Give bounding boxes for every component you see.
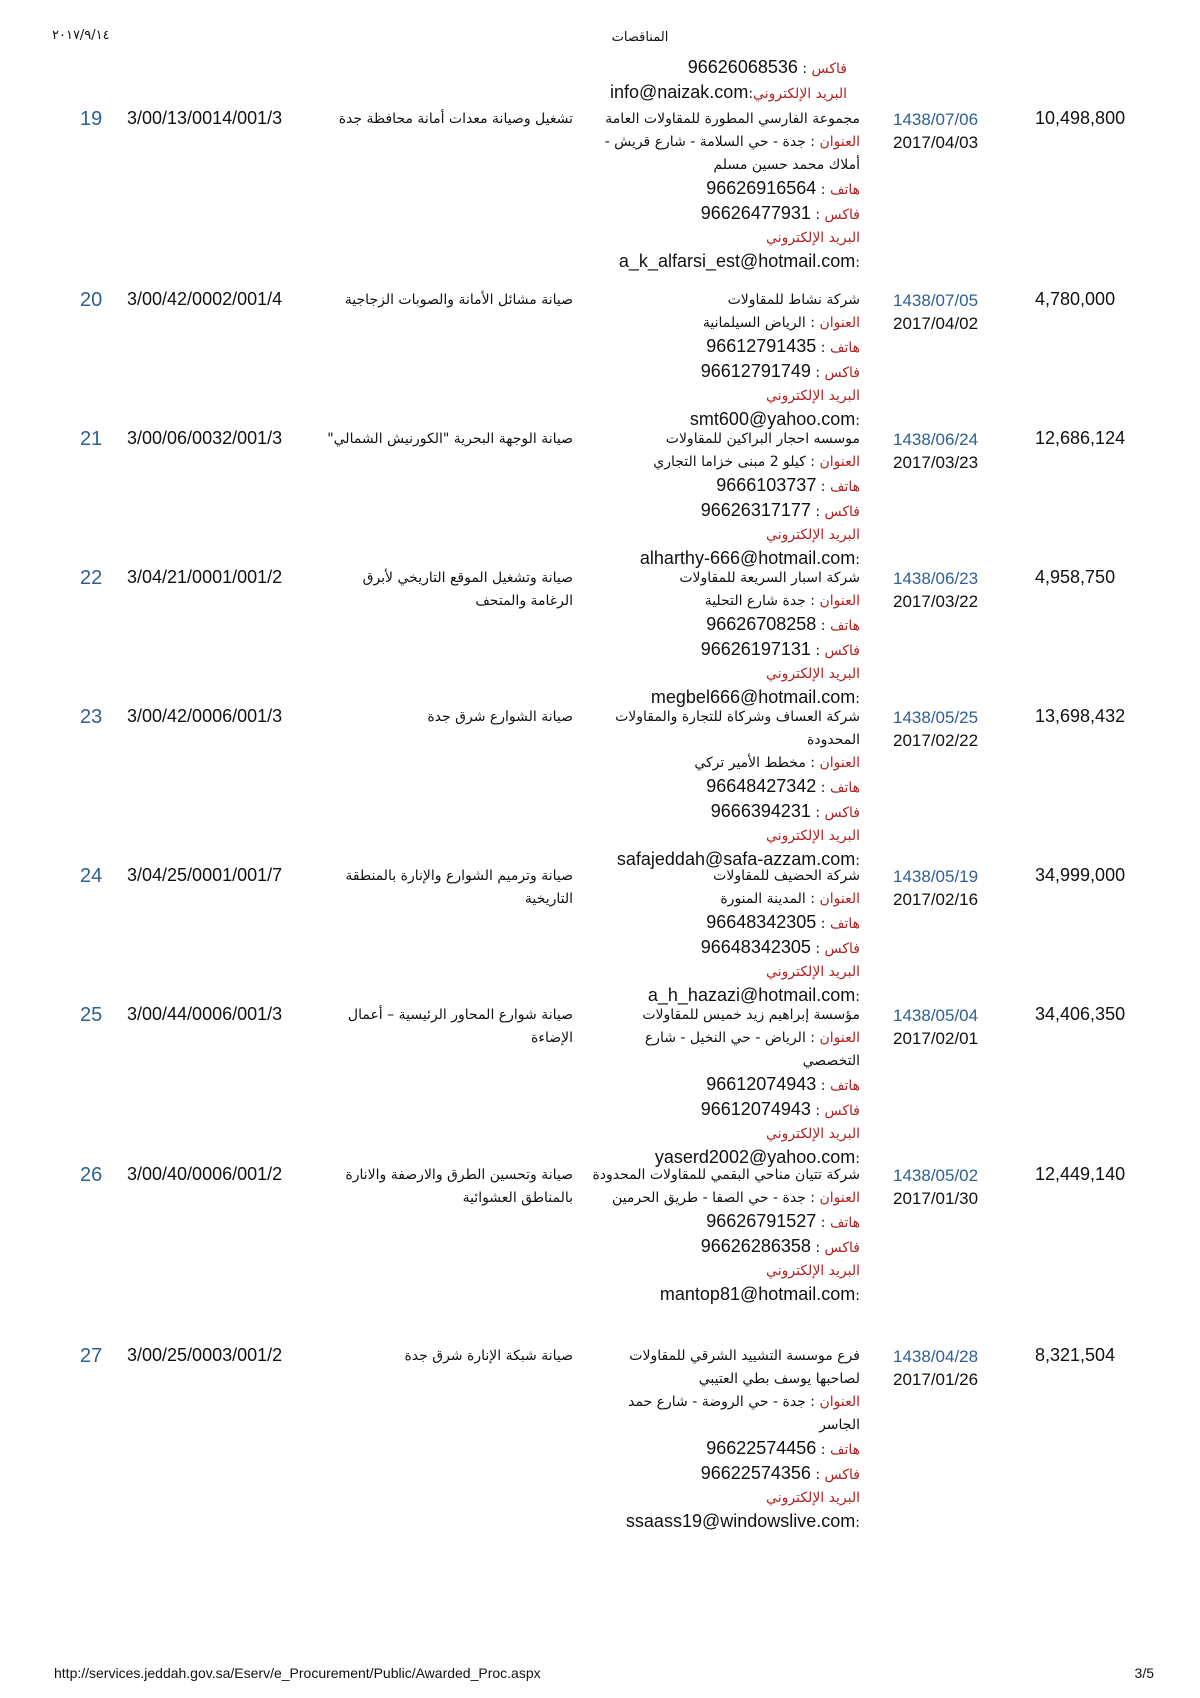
award-amount: 13,698,432	[1035, 706, 1126, 726]
phone-line: هاتف : 96626916564	[706, 178, 860, 198]
address-label: العنوان	[819, 1030, 860, 1046]
phone-value: 96612074943	[706, 1074, 817, 1094]
footer-url: http://services.jeddah.gov.sa/Eserv/e_Procurement/Public/Awarded_Proc.aspx	[54, 1665, 541, 1681]
phone-line: هاتف : 96612074943	[706, 1074, 860, 1094]
fax-label: فاكس	[824, 1103, 860, 1119]
email-label: البريد الإلكتروني	[766, 388, 860, 404]
fax-label: فاكس	[811, 61, 847, 77]
email-label: البريد الإلكتروني	[766, 666, 860, 682]
row-number: 25	[80, 1004, 103, 1026]
contractor-name: مجموعة الفارسي المطورة للمقاولات العامة	[605, 111, 860, 127]
phone-line: هاتف : 96612791435	[706, 336, 860, 356]
contractor-cell	[590, 108, 860, 275]
phone-label: هاتف	[829, 1442, 860, 1458]
gregorian-date: 2017/03/23	[893, 453, 979, 472]
fax-label: فاكس	[824, 805, 860, 821]
address-label: العنوان	[819, 1394, 860, 1410]
project-name: صيانة شبكة الإنارة شرق جدة	[404, 1348, 573, 1364]
email-line: :a_k_alfarsi_est@hotmail.com	[618, 251, 860, 271]
email-label: البريد الإلكتروني	[766, 828, 860, 844]
page-title: المناقصات	[611, 30, 669, 45]
address-label: العنوان	[819, 891, 860, 907]
address-value: جدة - حي الروضة - شارع حمد الجاسر	[628, 1394, 860, 1433]
project-name: صيانة شوارع المحاور الرئيسية – أعمال الإضاءة	[347, 1007, 573, 1046]
email-line: :ssaass19@windowslive.com	[625, 1511, 860, 1531]
address-value: المدينة المنورة	[720, 891, 806, 907]
email-label-line	[590, 385, 860, 408]
address-label: العنوان	[819, 454, 860, 470]
project-name: صيانة وترميم الشوارع والإنارة بالمنطقة التاريخية	[345, 868, 573, 907]
fax-line: فاكس : 96626197131	[700, 639, 860, 659]
phone-label: هاتف	[829, 1215, 860, 1231]
address-line: العنوان : مخطط الأمير تركي	[694, 755, 860, 771]
row-number: 23	[80, 706, 103, 728]
gregorian-date: 2017/01/30	[893, 1189, 979, 1208]
fax-value: 96648342305	[700, 937, 811, 957]
reference-number: 3/00/40/0006/001/2	[127, 1164, 283, 1184]
reference-number: 3/00/25/0003/001/2	[127, 1345, 283, 1365]
cont-fax-value: 96626068536	[687, 57, 798, 77]
fax-line: فاكس : 96612074943	[700, 1099, 860, 1119]
fax-value: 96626317177	[700, 500, 811, 520]
project-name: صيانة مشائل الأمانة والصوبات الزجاجية	[344, 292, 573, 308]
email-line: :yaserd2002@yahoo.com	[654, 1147, 860, 1167]
page-number: 3/5	[1134, 1665, 1154, 1681]
email-value: mantop81@hotmail.com	[659, 1284, 856, 1304]
hijri-date: 1438/06/24	[893, 430, 979, 449]
phone-value: 96622574456	[706, 1438, 817, 1458]
award-date	[893, 428, 1003, 474]
hijri-date: 1438/05/25	[893, 708, 979, 727]
award-amount: 12,449,140	[1035, 1164, 1126, 1184]
fax-value: 9666394231	[710, 801, 811, 821]
fax-line: فاكس : 96622574356	[700, 1463, 860, 1483]
address-line: العنوان : جدة - حي السلامة - شارع قريش - أملاك محمد حسين مسلم	[604, 134, 860, 173]
hijri-date: 1438/07/05	[893, 291, 979, 310]
hijri-date: 1438/06/23	[893, 569, 979, 588]
award-date	[893, 865, 1003, 911]
fax-label: فاكس	[824, 207, 860, 223]
award-amount: 34,999,000	[1035, 865, 1126, 885]
gregorian-date: 2017/04/02	[893, 314, 979, 333]
address-line: العنوان : جدة - حي الروضة - شارع حمد الجاسر	[628, 1394, 860, 1433]
reference-number: 3/00/42/0006/001/3	[127, 706, 283, 726]
cont-email-line: البريد الإلكتروني:info@naizak.com	[609, 82, 847, 102]
reference-number: 3/00/42/0002/001/4	[127, 289, 283, 309]
email-value: alharthy-666@hotmail.com	[639, 548, 856, 568]
address-value: جدة - حي السلامة - شارع قريش - أملاك محمد حسين مسلم	[604, 134, 860, 173]
contractor-cell	[590, 289, 860, 433]
phone-label: هاتف	[829, 618, 860, 634]
fax-label: فاكس	[824, 1467, 860, 1483]
address-line: العنوان : جدة - حي الصفا - طريق الحرمين	[611, 1190, 860, 1206]
contractor-cell	[590, 865, 860, 1009]
email-value: safajeddah@safa-azzam.com	[616, 849, 856, 869]
contractor-name: شركة اسبار السريعة للمقاولات	[679, 570, 860, 586]
email-label-line	[590, 227, 860, 250]
phone-line: هاتف : 96622574456	[706, 1438, 860, 1458]
project-name: صيانة وتحسين الطرق والارصفة والانارة بالمناطق العشوائية	[345, 1167, 573, 1206]
address-label: العنوان	[819, 593, 860, 609]
reference-number: 3/04/25/0001/001/7	[127, 865, 283, 885]
contractor-cell	[590, 567, 860, 711]
gregorian-date: 2017/04/03	[893, 133, 979, 152]
row-number: 20	[80, 289, 103, 311]
fax-value: 96612074943	[700, 1099, 811, 1119]
email-value: a_h_hazazi@hotmail.com	[647, 985, 856, 1005]
gregorian-date: 2017/03/22	[893, 592, 979, 611]
phone-line: هاتف : 9666103737	[716, 475, 860, 495]
contractor-name: شركة العساف وشركاة للتجارة والمقاولات المحدودة	[615, 709, 860, 748]
address-value: مخطط الأمير تركي	[694, 755, 806, 771]
contractor-name: مؤسسة إبراهيم زيد خميس للمقاولات	[642, 1007, 860, 1023]
email-line: :alharthy-666@hotmail.com	[639, 548, 860, 568]
contractor-name: شركة تتيان مناحي البقمي للمقاولات المحدودة	[592, 1167, 860, 1183]
phone-value: 96648342305	[706, 912, 817, 932]
fax-value: 96626286358	[700, 1236, 811, 1256]
award-date	[893, 706, 1003, 752]
award-date	[893, 1345, 1003, 1391]
contractor-name: شركة نشاط للمقاولات	[727, 292, 860, 308]
gregorian-date: 2017/01/26	[893, 1370, 979, 1389]
fax-label: فاكس	[824, 504, 860, 520]
hijri-date: 1438/04/28	[893, 1347, 979, 1366]
phone-value: 96626916564	[706, 178, 817, 198]
email-label: البريد الإلكتروني	[766, 230, 860, 246]
address-value: كيلو 2 مبنى خزاما التجاري	[653, 454, 806, 470]
phone-value: 96648427342	[706, 776, 817, 796]
reference-number: 3/00/44/0006/001/3	[127, 1004, 283, 1024]
fax-line: فاكس : 9666394231	[710, 801, 860, 821]
contractor-name: فرع موسسة التشييد الشرقي للمقاولات لصاحبها يوسف بطي العتيبي	[629, 1348, 860, 1387]
email-label-line	[590, 961, 860, 984]
gregorian-date: 2017/02/01	[893, 1029, 979, 1048]
contractor-cell	[590, 1004, 860, 1171]
fax-value: 96626197131	[700, 639, 811, 659]
phone-label: هاتف	[829, 916, 860, 932]
project-name: صيانة وتشغيل الموقع التاريخي لأبرق الرغامة والمتحف	[362, 570, 573, 609]
contractor-name: شركة الحضيف للمقاولات	[713, 868, 860, 884]
fax-value: 96626477931	[700, 203, 811, 223]
address-label: العنوان	[819, 755, 860, 771]
contractor-cell	[590, 1345, 860, 1535]
fax-line: فاكس : 96626317177	[700, 500, 860, 520]
address-line: العنوان : جدة شارع التحلية	[704, 593, 860, 609]
contractor-cell	[590, 1164, 860, 1308]
project-name: صيانة الوجهة البحرية "الكورنيش الشمالي"	[327, 431, 573, 447]
phone-value: 9666103737	[716, 475, 817, 495]
email-label-line	[590, 1260, 860, 1283]
row-number: 21	[80, 428, 103, 450]
phone-line: هاتف : 96626708258	[706, 614, 860, 634]
phone-label: هاتف	[829, 1078, 860, 1094]
address-value: الرياض السيلمانية	[702, 315, 806, 331]
row-number: 27	[80, 1345, 103, 1367]
email-value: ssaass19@windowslive.com	[625, 1511, 856, 1531]
cont-fax-line: فاكس : 96626068536	[687, 57, 847, 77]
email-label-line	[590, 1123, 860, 1146]
email-label: البريد الإلكتروني	[753, 86, 847, 102]
cont-email-value: info@naizak.com	[609, 82, 749, 102]
contractor-name: موسسه احجار البراكين للمقاولات	[665, 431, 860, 447]
phone-line: هاتف : 96648427342	[706, 776, 860, 796]
phone-line: هاتف : 96626791527	[706, 1211, 860, 1231]
phone-label: هاتف	[829, 479, 860, 495]
contractor-cell	[590, 428, 860, 572]
hijri-date: 1438/05/19	[893, 867, 979, 886]
address-label: العنوان	[819, 1190, 860, 1206]
address-value: الرياض - حي النخيل - شارع التخصصي	[644, 1030, 860, 1069]
fax-line: فاكس : 96648342305	[700, 937, 860, 957]
email-label: البريد الإلكتروني	[766, 964, 860, 980]
email-label: البريد الإلكتروني	[766, 1490, 860, 1506]
row-number: 26	[80, 1164, 103, 1186]
project-name: صيانة الشوارع شرق جدة	[427, 709, 573, 725]
hijri-date: 1438/05/02	[893, 1166, 979, 1185]
phone-label: هاتف	[829, 780, 860, 796]
fax-value: 96612791749	[700, 361, 811, 381]
email-value: smt600@yahoo.com	[689, 409, 856, 429]
address-label: العنوان	[819, 134, 860, 150]
email-label-line	[590, 663, 860, 686]
award-date	[893, 289, 1003, 335]
phone-label: هاتف	[829, 182, 860, 198]
fax-line: فاكس : 96626477931	[700, 203, 860, 223]
fax-value: 96622574356	[700, 1463, 811, 1483]
email-line: :smt600@yahoo.com	[689, 409, 860, 429]
award-amount: 34,406,350	[1035, 1004, 1126, 1024]
address-line: العنوان : كيلو 2 مبنى خزاما التجاري	[653, 454, 860, 470]
project-name: تشغيل وصيانة معدات أمانة محافظة جدة	[338, 111, 573, 127]
email-value: megbel666@hotmail.com	[650, 687, 856, 707]
gregorian-date: 2017/02/22	[893, 731, 979, 750]
phone-value: 96612791435	[706, 336, 817, 356]
email-label-line	[590, 524, 860, 547]
award-date	[893, 108, 1003, 154]
fax-line: فاكس : 96626286358	[700, 1236, 860, 1256]
phone-line: هاتف : 96648342305	[706, 912, 860, 932]
fax-label: فاكس	[824, 365, 860, 381]
award-amount: 4,958,750	[1035, 567, 1116, 587]
email-label: البريد الإلكتروني	[766, 1263, 860, 1279]
email-line: :a_h_hazazi@hotmail.com	[647, 985, 860, 1005]
email-value: yaserd2002@yahoo.com	[654, 1147, 856, 1167]
award-amount: 12,686,124	[1035, 428, 1126, 448]
address-value: جدة - حي الصفا - طريق الحرمين	[611, 1190, 806, 1206]
email-line: :safajeddah@safa-azzam.com	[616, 849, 860, 869]
fax-line: فاكس : 96612791749	[700, 361, 860, 381]
email-label: البريد الإلكتروني	[766, 527, 860, 543]
phone-label: هاتف	[829, 340, 860, 356]
contractor-cell	[590, 706, 860, 873]
award-date	[893, 1164, 1003, 1210]
hijri-date: 1438/05/04	[893, 1006, 979, 1025]
row-number: 22	[80, 567, 103, 589]
address-line: العنوان : المدينة المنورة	[720, 891, 860, 907]
fax-label: فاكس	[824, 1240, 860, 1256]
reference-number: 3/04/21/0001/001/2	[127, 567, 283, 587]
email-label-line	[590, 1487, 860, 1510]
address-line: العنوان : الرياض - حي النخيل - شارع التخصصي	[644, 1030, 860, 1069]
award-amount: 8,321,504	[1035, 1345, 1116, 1365]
award-amount: 4,780,000	[1035, 289, 1116, 309]
email-label: البريد الإلكتروني	[766, 1126, 860, 1142]
row-number: 24	[80, 865, 103, 887]
reference-number: 3/00/13/0014/001/3	[127, 108, 283, 128]
address-line: العنوان : الرياض السيلمانية	[702, 315, 860, 331]
address-label: العنوان	[819, 315, 860, 331]
phone-value: 96626708258	[706, 614, 817, 634]
continuation-block	[557, 56, 847, 106]
fax-label: فاكس	[824, 941, 860, 957]
address-value: جدة شارع التحلية	[704, 593, 806, 609]
fax-label: فاكس	[824, 643, 860, 659]
gregorian-date: 2017/02/16	[893, 890, 979, 909]
email-label-line	[590, 825, 860, 848]
print-date: ٢٠١٧/٩/١٤	[52, 28, 110, 43]
award-date	[893, 567, 1003, 613]
email-line: :megbel666@hotmail.com	[650, 687, 860, 707]
email-line: :mantop81@hotmail.com	[659, 1284, 860, 1304]
reference-number: 3/00/06/0032/001/3	[127, 428, 283, 448]
email-value: a_k_alfarsi_est@hotmail.com	[618, 251, 856, 271]
award-amount: 10,498,800	[1035, 108, 1126, 128]
hijri-date: 1438/07/06	[893, 110, 979, 129]
phone-value: 96626791527	[706, 1211, 817, 1231]
row-number: 19	[80, 108, 103, 130]
award-date	[893, 1004, 1003, 1050]
